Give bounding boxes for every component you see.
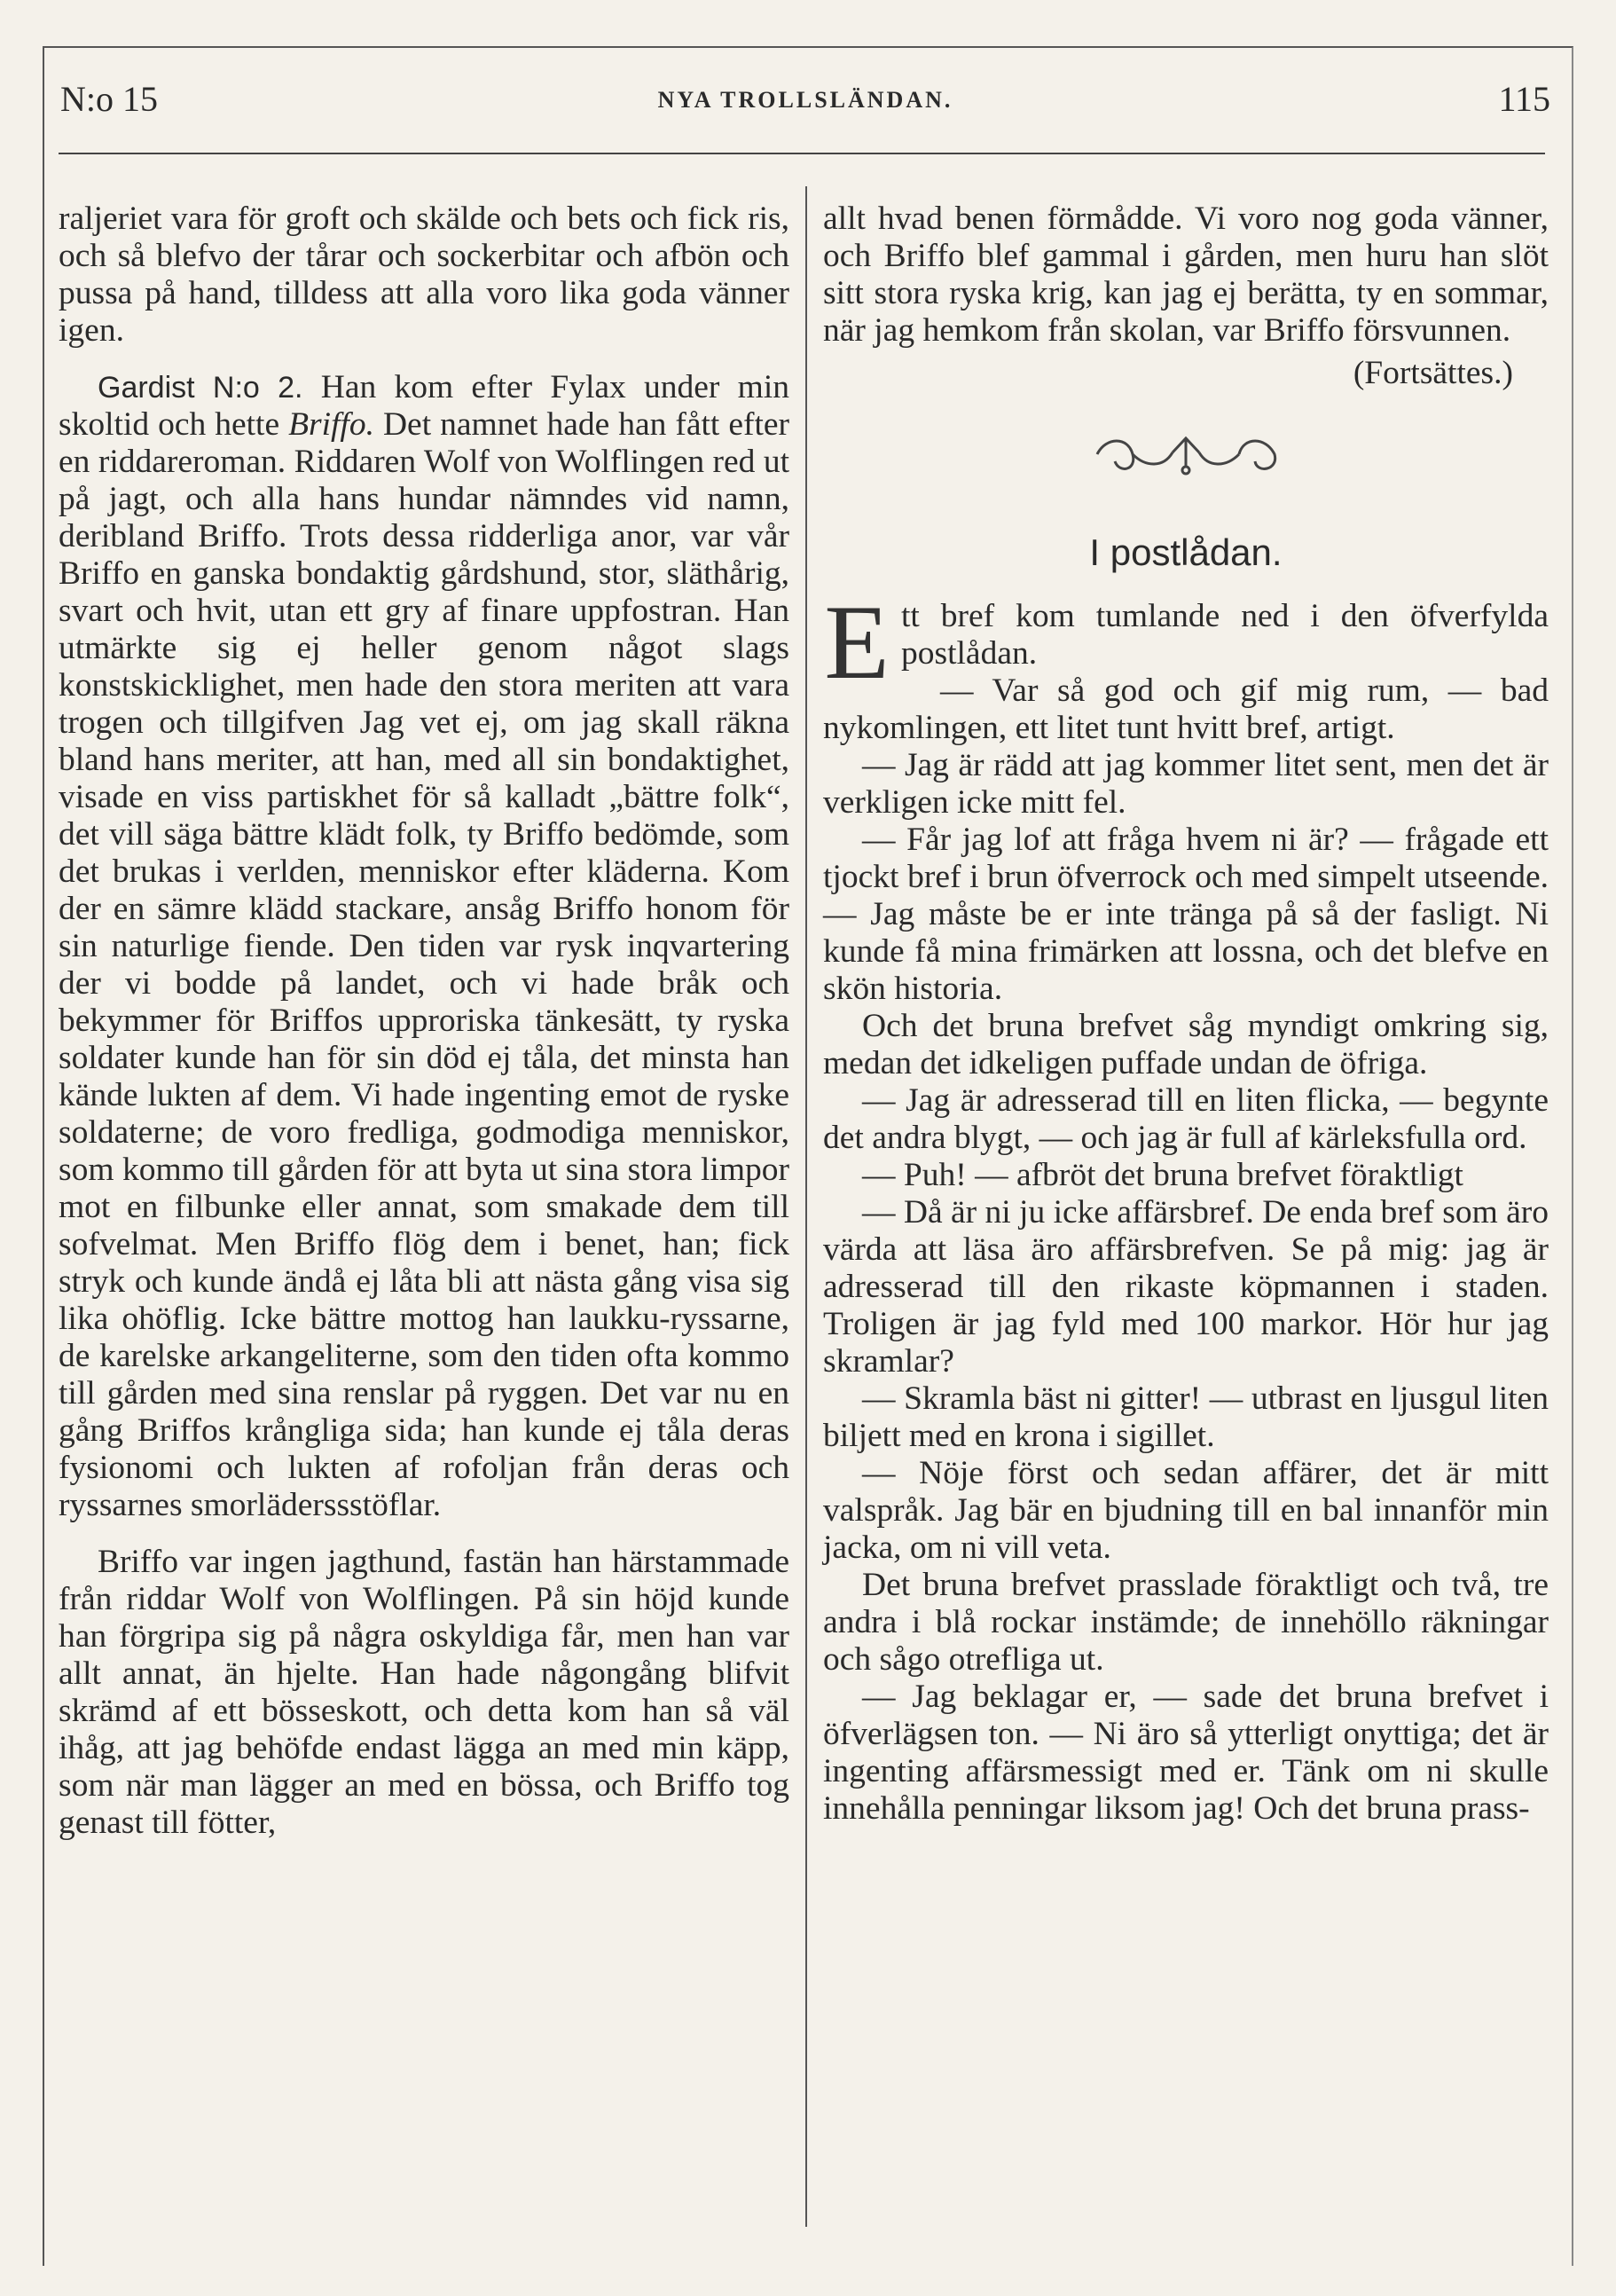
running-head xyxy=(60,78,1550,131)
paragraph: — Jag är adresserad till en liten flicka, — begynte det andra blygt, — och jag är full af kärleksfulla ord. xyxy=(823,1082,1549,1156)
issue-number: N:o 15 xyxy=(60,79,158,119)
page-number: 115 xyxy=(1498,79,1550,119)
paragraph: Briffo var ingen jagthund, fastän han härstammade från riddar Wolf von Wolflingen. På sin höjd kunde han förgripa sig på några oskyldiga får, men han var allt annat, än hjelte. Han hade någongång blifvit skrämd af ett bösseskott, och detta kom han så väl ihåg, att jag behöfde endast lägga an med min käpp, som när man lägger an med en bössa, och Briffo tog genast till fötter, xyxy=(59,1544,789,1841)
paragraph: — Får jag lof att fråga hvem ni är? — frågade ett tjockt bref i brun öfverrock och med simpelt utseende. — Jag måste be er inte tränga på så der fasligt. Ni kunde få mina frimärken att lossna, och det blefve en skön historia. xyxy=(823,822,1549,1007)
column-divider xyxy=(805,186,807,2227)
drop-cap: E xyxy=(824,583,890,701)
paragraph: — Puh! — afbröt det bruna brefvet föraktligt xyxy=(862,1157,1463,1193)
floral-vignette-icon xyxy=(1079,428,1292,481)
paragraph: — Jag är rädd att jag kommer litet sent, men det är verkligen icke mitt fel. xyxy=(823,747,1549,821)
section-title: I postlådan. xyxy=(1089,531,1283,573)
paragraph-dropcap xyxy=(823,583,1549,701)
paragraph: — Nöje först och sedan affärer, det är mitt valspråk. Jag bär en bjudning till en bal innanför min jacka, om ni vill veta. xyxy=(823,1455,1549,1566)
header-rule xyxy=(59,153,1545,154)
paragraph-text: tt bref kom tumlande ned i den öfverfylda postlådan. xyxy=(901,598,1549,672)
paragraph: — Skramla bäst ni gitter! — utbrast en ljusgul liten biljett med en krona i sigillet. xyxy=(823,1380,1549,1454)
paragraph-text: Han kom efter Fylax under min skoltid och hette xyxy=(59,369,790,443)
section-label: Gardist N:o 2. xyxy=(98,371,303,405)
paragraph: Och det bruna brefvet såg myndigt omkring sig, medan det idkeligen puffade undan de öfriga. xyxy=(823,1008,1549,1081)
paragraph: allt hvad benen förmådde. Vi voro nog goda vänner, och Briffo blef gammal i gården, men huru han slöt sitt stora ryska krig, kan jag ej berätta, ty en sommar, när jag hemkom från skolan, var Briffo försvunnen. xyxy=(823,201,1549,349)
paragraph-gardist xyxy=(59,369,789,1524)
continued-note: (Fortsättes.) xyxy=(1353,355,1513,391)
paragraph: raljeriet vara för groft och skälde och bets och fick ris, och så blefvo der tårar och sockerbitar och afbön och pussa på hand, tilldess att alla voro lika goda vänner igen. xyxy=(59,201,789,349)
dog-name: Briffo. xyxy=(288,406,374,443)
paragraph-text: Det namnet hade han fått efter en riddareroman. Riddaren Wolf von Wolflingen red ut på jagt, och alla hans hundar nämndes vid namn, deribland Briffo. Trots dessa ridderliga anor, var vår Briffo en ganska bondaktig gårdshund, stor, släthårig, svart och hvit, utan ett gry af finare uppfostran. Han utmärkte sig ej heller genom något slags konstskicklighet, men hade den stora meriten att vara trogen och tillgifven Jag vet ej, om jag skall räkna bland hans meriter, att han, med all sin bondaktighet, visade en viss partiskhet för så kalladt „bättre folk“, det vill säga bättre klädt folk, ty Briffo bedömde, som det brukas i verlden, menniskor efter kläderna. Kom der en sämre klädd stackare, ansåg Briffo honom för sin naturlige fiende. Den tiden var rysk inqvartering der vi bodde på landet, och vi hade bråk och bekymmer för Briffos upproriska tänkesätt, ty ryska soldater kunde han för sin död ej tåla, det minsta han kände lukten af dem. Vi hade ingenting emot de ryske soldaterne; de voro fredliga, godmodiga menniskor, som kommo till gården för att byta ut sina stora limpor mot en filbunke eller annat, som smakade dem till sofvelmat. Men Briffo flög dem i benet, han; fick stryk och kunde ändå ej låta bli att nästa gång visa sig lika ohöflig. Icke bättre mottog han laukku-ryssarne, de karelske arkangeliterne, som den tiden ofta kommo till gården med sina renslar på ryggen. Det var nu en gång Briffos krångliga sida; han kunde ej tåla deras fysionomi och lukten af rofoljan från deras och ryssarnes smorläderssstöflar. xyxy=(59,406,790,1523)
paragraph: — Var så god och gif mig rum, — bad nykomlingen, ett litet tunt hvitt bref, artigt. xyxy=(823,672,1549,746)
paragraph: — Jag beklagar er, — sade det bruna brefvet i öfverlägsen ton. — Ni äro så ytterligt onyttiga; det är ingenting affärsmessigt med er. Tänk om ni skulle innehålla penningar liksom jag! Och det bruna prass- xyxy=(823,1679,1549,1827)
paragraph: Det bruna brefvet prasslade föraktligt och två, tre andra i blå rockar instämde; de innehöllo räkningar och sågo otrefliga ut. xyxy=(823,1567,1549,1678)
magazine-title: NYA TROLLSLÄNDAN. xyxy=(657,87,953,113)
paragraph: — Då är ni ju icke affärsbref. De enda bref som äro värda att läsa äro affärsbrefven. Se på mig: jag är adresserad till den rikaste köpmannen i staden. Troligen är jag fyld med 100 markor. Hör hur jag skramlar? xyxy=(823,1194,1549,1380)
right-column xyxy=(823,201,1549,1828)
left-column xyxy=(59,201,789,1842)
